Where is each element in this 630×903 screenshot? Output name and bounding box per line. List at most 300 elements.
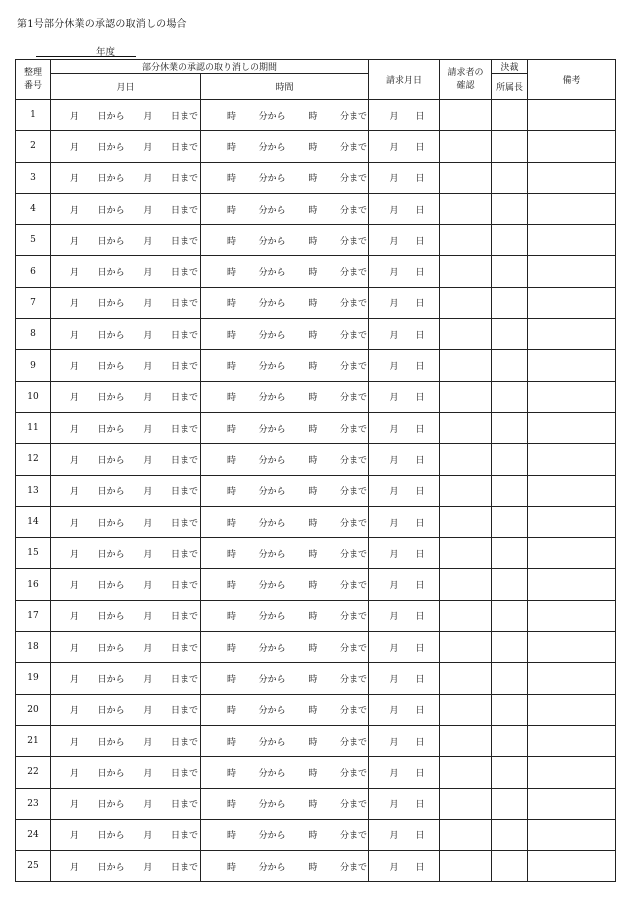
requester-confirm-cell[interactable] xyxy=(440,851,492,882)
office-head-cell[interactable] xyxy=(492,506,528,537)
remarks-cell[interactable] xyxy=(528,162,616,193)
date-range-label: 日から xyxy=(97,330,125,341)
request-date-cell[interactable] xyxy=(369,350,440,381)
time-range-label: 時 xyxy=(308,299,318,310)
header-decision: 決裁 xyxy=(492,60,528,74)
date-range-label: 月 xyxy=(143,737,153,748)
time-range-cell[interactable] xyxy=(201,319,369,350)
request-date-cell[interactable] xyxy=(369,757,440,788)
request-date-cell[interactable] xyxy=(369,725,440,756)
time-range-cell[interactable] xyxy=(201,131,369,162)
requester-confirm-cell[interactable] xyxy=(440,256,492,287)
date-range-label: 月 xyxy=(70,142,80,153)
time-range-label: 時 xyxy=(227,142,237,153)
remarks-cell[interactable] xyxy=(528,819,616,850)
date-range-label: 月 xyxy=(70,393,80,404)
requester-confirm-cell[interactable] xyxy=(440,162,492,193)
request-date-cell[interactable] xyxy=(369,256,440,287)
time-range-label: 分まで xyxy=(339,706,367,717)
date-range-label: 月 xyxy=(143,800,153,811)
time-range-cell[interactable] xyxy=(201,819,369,850)
row-number: 12 xyxy=(16,444,51,475)
requester-confirm-cell[interactable] xyxy=(440,475,492,506)
request-date-cell[interactable] xyxy=(369,694,440,725)
requester-confirm-cell[interactable] xyxy=(440,569,492,600)
row-number: 8 xyxy=(16,319,51,350)
date-range-cell[interactable] xyxy=(51,412,201,443)
time-range xyxy=(201,359,368,372)
time-range-label: 時 xyxy=(308,581,318,592)
time-range-cell[interactable] xyxy=(201,632,369,663)
row-number: 15 xyxy=(16,538,51,569)
header-number-line2: 番号 xyxy=(23,80,42,91)
date-range-cell[interactable] xyxy=(51,694,201,725)
remarks-cell[interactable] xyxy=(528,506,616,537)
date-range xyxy=(51,140,200,153)
remarks-cell[interactable] xyxy=(528,444,616,475)
time-range xyxy=(201,234,368,247)
request-date xyxy=(369,109,439,122)
table-row xyxy=(16,475,616,506)
table-row xyxy=(16,256,616,287)
request-date-label: 月 xyxy=(389,236,399,247)
remarks-cell[interactable] xyxy=(528,256,616,287)
date-range-cell[interactable] xyxy=(51,319,201,350)
date-range-cell[interactable] xyxy=(51,100,201,131)
request-date xyxy=(369,484,439,497)
requester-confirm-cell[interactable] xyxy=(440,287,492,318)
requester-confirm-cell[interactable] xyxy=(440,412,492,443)
office-head-cell[interactable] xyxy=(492,381,528,412)
request-date-cell[interactable] xyxy=(369,193,440,224)
time-range-label: 分から xyxy=(258,737,286,748)
request-date-cell[interactable] xyxy=(369,600,440,631)
office-head-cell[interactable] xyxy=(492,569,528,600)
time-range-cell[interactable] xyxy=(201,381,369,412)
date-range-label: 月 xyxy=(143,674,153,685)
time-range-label: 分から xyxy=(258,111,286,122)
remarks-cell[interactable] xyxy=(528,381,616,412)
time-range-label: 分まで xyxy=(339,455,367,466)
time-range xyxy=(201,390,368,403)
date-range-label: 月 xyxy=(143,205,153,216)
date-range-label: 月 xyxy=(70,612,80,623)
request-date-cell[interactable] xyxy=(369,788,440,819)
office-head-cell[interactable] xyxy=(492,412,528,443)
request-date-label: 日 xyxy=(415,205,425,216)
request-date-cell[interactable] xyxy=(369,663,440,694)
time-range-cell[interactable] xyxy=(201,600,369,631)
requester-confirm-cell[interactable] xyxy=(440,100,492,131)
remarks-cell[interactable] xyxy=(528,569,616,600)
request-date-label: 日 xyxy=(415,706,425,717)
office-head-cell[interactable] xyxy=(492,225,528,256)
request-date-cell[interactable] xyxy=(369,100,440,131)
office-head-cell[interactable] xyxy=(492,287,528,318)
date-range-label: 月 xyxy=(70,362,80,373)
date-range-label: 月 xyxy=(143,487,153,498)
time-range-label: 分まで xyxy=(339,142,367,153)
date-range-label: 日まで xyxy=(170,737,198,748)
date-range-label: 日まで xyxy=(170,393,198,404)
date-range-cell[interactable] xyxy=(51,193,201,224)
office-head-cell[interactable] xyxy=(492,319,528,350)
date-range-cell[interactable] xyxy=(51,444,201,475)
request-date-label: 日 xyxy=(415,831,425,842)
time-range-label: 時 xyxy=(308,111,318,122)
date-range-cell[interactable] xyxy=(51,725,201,756)
request-date xyxy=(369,609,439,622)
date-range-cell[interactable] xyxy=(51,162,201,193)
time-range-label: 分まで xyxy=(339,424,367,435)
header-number xyxy=(16,60,51,100)
request-date-cell[interactable] xyxy=(369,538,440,569)
time-range-cell[interactable] xyxy=(201,538,369,569)
row-number: 9 xyxy=(16,350,51,381)
date-range-cell[interactable] xyxy=(51,256,201,287)
date-range-label: 月 xyxy=(70,581,80,592)
date-range-label: 日から xyxy=(97,737,125,748)
request-date-cell[interactable] xyxy=(369,851,440,882)
date-range-cell[interactable] xyxy=(51,569,201,600)
row-number: 4 xyxy=(16,193,51,224)
table-body xyxy=(16,100,616,882)
date-range-label: 月 xyxy=(143,768,153,779)
date-range xyxy=(51,390,200,403)
remarks-cell[interactable] xyxy=(528,632,616,663)
date-range-cell[interactable] xyxy=(51,600,201,631)
request-date xyxy=(369,672,439,685)
remarks-cell[interactable] xyxy=(528,788,616,819)
time-range-label: 時 xyxy=(308,674,318,685)
date-range-label: 日まで xyxy=(170,205,198,216)
requester-confirm-cell[interactable] xyxy=(440,131,492,162)
remarks-cell[interactable] xyxy=(528,538,616,569)
time-range-label: 時 xyxy=(227,800,237,811)
request-date-label: 日 xyxy=(415,674,425,685)
office-head-cell[interactable] xyxy=(492,788,528,819)
time-range-label: 時 xyxy=(227,455,237,466)
table-row xyxy=(16,350,616,381)
row-number: 21 xyxy=(16,725,51,756)
requester-confirm-cell[interactable] xyxy=(440,694,492,725)
requester-confirm-cell[interactable] xyxy=(440,819,492,850)
date-range-label: 月 xyxy=(143,643,153,654)
date-range xyxy=(51,296,200,309)
date-range xyxy=(51,672,200,685)
date-range-label: 日から xyxy=(97,581,125,592)
time-range xyxy=(201,609,368,622)
time-range-label: 時 xyxy=(227,518,237,529)
requester-confirm-cell[interactable] xyxy=(440,757,492,788)
request-date-cell[interactable] xyxy=(369,444,440,475)
time-range-label: 時 xyxy=(308,330,318,341)
time-range-label: 分から xyxy=(258,174,286,185)
table-row xyxy=(16,100,616,131)
date-range-label: 月 xyxy=(70,800,80,811)
remarks-cell[interactable] xyxy=(528,475,616,506)
row-number: 7 xyxy=(16,287,51,318)
time-range-cell[interactable] xyxy=(201,162,369,193)
date-range-label: 日まで xyxy=(170,174,198,185)
time-range-label: 分まで xyxy=(339,518,367,529)
office-head-cell[interactable] xyxy=(492,600,528,631)
date-range-label: 月 xyxy=(70,236,80,247)
time-range-label: 分から xyxy=(258,330,286,341)
time-range-label: 時 xyxy=(227,643,237,654)
fiscal-year-label: 年度 xyxy=(96,47,116,58)
table-row xyxy=(16,788,616,819)
office-head-cell[interactable] xyxy=(492,475,528,506)
time-range xyxy=(201,453,368,466)
request-date-cell[interactable] xyxy=(369,162,440,193)
request-date xyxy=(369,828,439,841)
date-range-label: 日まで xyxy=(170,674,198,685)
table-row xyxy=(16,757,616,788)
request-date-label: 日 xyxy=(415,768,425,779)
date-range-label: 月 xyxy=(143,455,153,466)
remarks-cell[interactable] xyxy=(528,757,616,788)
date-range-label: 日から xyxy=(97,643,125,654)
date-range-label: 日まで xyxy=(170,455,198,466)
row-number: 23 xyxy=(16,788,51,819)
office-head-cell[interactable] xyxy=(492,819,528,850)
date-range-cell[interactable] xyxy=(51,538,201,569)
remarks-cell[interactable] xyxy=(528,225,616,256)
date-range-cell[interactable] xyxy=(51,287,201,318)
time-range xyxy=(201,203,368,216)
request-date-cell[interactable] xyxy=(369,506,440,537)
office-head-cell[interactable] xyxy=(492,256,528,287)
requester-confirm-cell[interactable] xyxy=(440,193,492,224)
remarks-cell[interactable] xyxy=(528,350,616,381)
remarks-cell[interactable] xyxy=(528,131,616,162)
request-date xyxy=(369,766,439,779)
time-range-cell[interactable] xyxy=(201,287,369,318)
time-range-label: 時 xyxy=(227,111,237,122)
row-number: 24 xyxy=(16,819,51,850)
date-range-cell[interactable] xyxy=(51,381,201,412)
row-number: 22 xyxy=(16,757,51,788)
requester-confirm-cell[interactable] xyxy=(440,225,492,256)
time-range-label: 時 xyxy=(227,236,237,247)
date-range xyxy=(51,703,200,716)
time-range-cell[interactable] xyxy=(201,193,369,224)
table-row xyxy=(16,569,616,600)
time-range-cell[interactable] xyxy=(201,475,369,506)
table-row xyxy=(16,694,616,725)
office-head-cell[interactable] xyxy=(492,663,528,694)
office-head-cell[interactable] xyxy=(492,851,528,882)
date-range xyxy=(51,171,200,184)
remarks-cell[interactable] xyxy=(528,663,616,694)
time-range-cell[interactable] xyxy=(201,225,369,256)
date-range-label: 月 xyxy=(70,706,80,717)
date-range-cell[interactable] xyxy=(51,225,201,256)
requester-confirm-cell[interactable] xyxy=(440,632,492,663)
time-range-cell[interactable] xyxy=(201,725,369,756)
time-range xyxy=(201,171,368,184)
table-row xyxy=(16,381,616,412)
date-range-label: 月 xyxy=(143,393,153,404)
time-range-label: 時 xyxy=(227,706,237,717)
request-date-label: 日 xyxy=(415,487,425,498)
date-range-cell[interactable] xyxy=(51,350,201,381)
time-range-cell[interactable] xyxy=(201,506,369,537)
fiscal-year-field[interactable] xyxy=(36,44,136,57)
date-range-cell[interactable] xyxy=(51,506,201,537)
remarks-cell[interactable] xyxy=(528,100,616,131)
requester-confirm-cell[interactable] xyxy=(440,663,492,694)
date-range-cell[interactable] xyxy=(51,851,201,882)
row-number: 25 xyxy=(16,851,51,882)
time-range-cell[interactable] xyxy=(201,757,369,788)
time-range-label: 分から xyxy=(258,455,286,466)
remarks-cell[interactable] xyxy=(528,319,616,350)
office-head-cell[interactable] xyxy=(492,100,528,131)
requester-confirm-cell[interactable] xyxy=(440,350,492,381)
office-head-cell[interactable] xyxy=(492,444,528,475)
table-row xyxy=(16,819,616,850)
header-times: 時間 xyxy=(201,74,369,100)
date-range-label: 日まで xyxy=(170,581,198,592)
date-range-label: 日から xyxy=(97,549,125,560)
request-date-cell[interactable] xyxy=(369,319,440,350)
time-range-cell[interactable] xyxy=(201,788,369,819)
request-date-label: 月 xyxy=(389,424,399,435)
time-range-cell[interactable] xyxy=(201,100,369,131)
date-range-label: 日まで xyxy=(170,111,198,122)
time-range-label: 分まで xyxy=(339,612,367,623)
date-range-label: 日から xyxy=(97,268,125,279)
date-range-cell[interactable] xyxy=(51,131,201,162)
time-range-cell[interactable] xyxy=(201,569,369,600)
office-head-cell[interactable] xyxy=(492,350,528,381)
header-requester-confirm-line1: 請求者の xyxy=(447,67,484,78)
time-range-label: 時 xyxy=(308,236,318,247)
request-date xyxy=(369,453,439,466)
time-range-label: 分から xyxy=(258,800,286,811)
office-head-cell[interactable] xyxy=(492,757,528,788)
table-row xyxy=(16,600,616,631)
request-date-cell[interactable] xyxy=(369,381,440,412)
request-date-cell[interactable] xyxy=(369,475,440,506)
request-date-label: 日 xyxy=(415,236,425,247)
request-date-cell[interactable] xyxy=(369,131,440,162)
requester-confirm-cell[interactable] xyxy=(440,506,492,537)
time-range xyxy=(201,860,368,873)
request-date-cell[interactable] xyxy=(369,819,440,850)
office-head-cell[interactable] xyxy=(492,694,528,725)
date-range-label: 月 xyxy=(70,862,80,873)
office-head-cell[interactable] xyxy=(492,162,528,193)
header-request-date: 請求月日 xyxy=(369,60,440,100)
time-range-label: 分から xyxy=(258,674,286,685)
date-range-label: 月 xyxy=(70,737,80,748)
remarks-cell[interactable] xyxy=(528,600,616,631)
request-date-cell[interactable] xyxy=(369,412,440,443)
table-row xyxy=(16,444,616,475)
date-range-cell[interactable] xyxy=(51,475,201,506)
date-range-cell[interactable] xyxy=(51,632,201,663)
date-range-cell[interactable] xyxy=(51,788,201,819)
time-range-cell[interactable] xyxy=(201,663,369,694)
request-date-label: 月 xyxy=(389,643,399,654)
date-range-cell[interactable] xyxy=(51,819,201,850)
time-range-label: 分から xyxy=(258,643,286,654)
requester-confirm-cell[interactable] xyxy=(440,788,492,819)
time-range-label: 分から xyxy=(258,362,286,373)
date-range xyxy=(51,641,200,654)
time-range-cell[interactable] xyxy=(201,412,369,443)
remarks-cell[interactable] xyxy=(528,851,616,882)
row-number: 10 xyxy=(16,381,51,412)
remarks-cell[interactable] xyxy=(528,694,616,725)
request-date-cell[interactable] xyxy=(369,225,440,256)
office-head-cell[interactable] xyxy=(492,632,528,663)
time-range xyxy=(201,547,368,560)
row-number: 11 xyxy=(16,412,51,443)
time-range xyxy=(201,703,368,716)
requester-confirm-cell[interactable] xyxy=(440,444,492,475)
date-range-cell[interactable] xyxy=(51,757,201,788)
time-range-label: 時 xyxy=(308,768,318,779)
time-range-cell[interactable] xyxy=(201,350,369,381)
time-range-cell[interactable] xyxy=(201,694,369,725)
time-range xyxy=(201,672,368,685)
office-head-cell[interactable] xyxy=(492,725,528,756)
date-range-cell[interactable] xyxy=(51,663,201,694)
requester-confirm-cell[interactable] xyxy=(440,600,492,631)
date-range-label: 日から xyxy=(97,236,125,247)
requester-confirm-cell[interactable] xyxy=(440,538,492,569)
request-date-label: 月 xyxy=(389,111,399,122)
request-date-label: 月 xyxy=(389,487,399,498)
table-row xyxy=(16,506,616,537)
time-range-cell[interactable] xyxy=(201,256,369,287)
time-range-label: 時 xyxy=(227,862,237,873)
request-date-label: 日 xyxy=(415,862,425,873)
request-date-label: 日 xyxy=(415,393,425,404)
office-head-cell[interactable] xyxy=(492,538,528,569)
request-date-cell[interactable] xyxy=(369,287,440,318)
requester-confirm-cell[interactable] xyxy=(440,725,492,756)
request-date-label: 日 xyxy=(415,518,425,529)
time-range-label: 分から xyxy=(258,706,286,717)
time-range-label: 時 xyxy=(227,362,237,373)
office-head-cell[interactable] xyxy=(492,193,528,224)
row-number: 2 xyxy=(16,131,51,162)
requester-confirm-cell[interactable] xyxy=(440,319,492,350)
remarks-cell[interactable] xyxy=(528,725,616,756)
row-number: 13 xyxy=(16,475,51,506)
date-range-label: 日まで xyxy=(170,330,198,341)
header-office-head: 所属長 xyxy=(492,74,528,100)
date-range-label: 日まで xyxy=(170,299,198,310)
remarks-cell[interactable] xyxy=(528,287,616,318)
time-range-label: 時 xyxy=(227,581,237,592)
time-range-label: 分まで xyxy=(339,800,367,811)
request-date-cell[interactable] xyxy=(369,632,440,663)
office-head-cell[interactable] xyxy=(492,131,528,162)
time-range-cell[interactable] xyxy=(201,851,369,882)
request-date-cell[interactable] xyxy=(369,569,440,600)
request-date xyxy=(369,735,439,748)
requester-confirm-cell[interactable] xyxy=(440,381,492,412)
time-range-cell[interactable] xyxy=(201,444,369,475)
remarks-cell[interactable] xyxy=(528,412,616,443)
remarks-cell[interactable] xyxy=(528,193,616,224)
